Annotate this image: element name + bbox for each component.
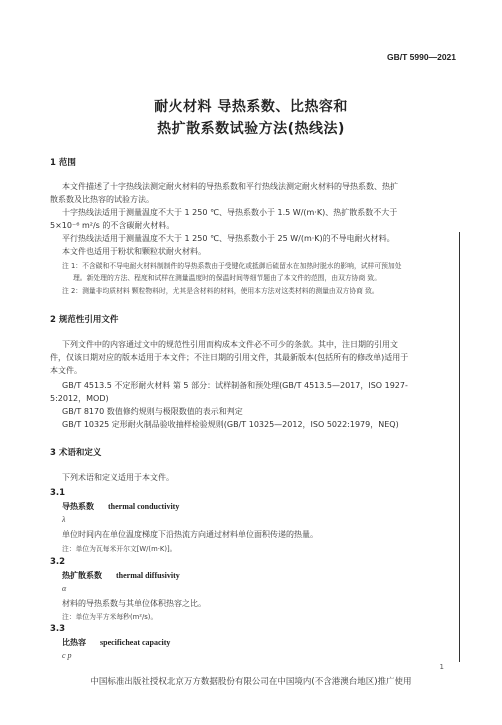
term-en: thermal conductivity: [108, 502, 180, 511]
note: 注：单位为平方米每秒(m²/s)。: [62, 613, 158, 621]
note: 注 2：测量非均质材料 颗粒物料时，尤其是含材料的材料，使用本方法对这类材料的测量由双方协商 致。: [62, 287, 379, 295]
term-number: 3.1: [50, 488, 66, 498]
paragraph: 本文件。: [50, 366, 82, 375]
note: 注 1：不含碳和不导电耐火材料制制件的导热系数由于受键化或抵御后硫留水在加热时脱水的影响，试样可预加处: [62, 262, 402, 270]
term-en: specificheat capacity: [100, 638, 171, 647]
footer-license-notice: 中国标准出版社授权北京万方数据股份有限公司在中国境内(不含港澳台地区)推广使用: [90, 677, 412, 687]
term: [62, 570, 180, 581]
term-zh: 导热系数: [62, 502, 94, 511]
term-en: thermal diffusivity: [116, 571, 180, 580]
paragraph: 5×10⁻⁶ m²/s 的不含碳耐火材料。: [50, 221, 175, 230]
term-number: 3.3: [50, 624, 66, 634]
note: 理。新处理的方法、程度和试样在测量温度时的保温时间等细节题由了本文件的范围，由双方协商 致。: [73, 274, 382, 282]
section-2-heading: 2 规范性引用文件: [50, 315, 119, 325]
term-definition: 单位时间内在单位温度梯度下沿热流方向通过材料单位面积传递的热量。: [62, 530, 318, 539]
paragraph: 十字热线法适用于测量温度不大于 1 250 ℃、导热系数小于 1.5 W/(m·K)、热扩散系数不大于: [62, 208, 398, 217]
section-3-heading: 3 术语和定义: [50, 448, 102, 458]
term: [62, 501, 179, 512]
term-zh: 比热容: [62, 638, 86, 647]
paragraph: 平行热线法适用于测量温度不大于 1 250 ℃、导热系数小于 25 W/(m·K)的不导电耐火材料。: [62, 234, 395, 243]
margin-change-bar: [459, 232, 460, 662]
note: 注：单位为瓦每米开尔文[W/(m·K)]。: [62, 545, 177, 553]
paragraph: 件，仅该日期对应的版本适用于本文件；不注日期的引用文件，其最新版本(包括所有的修改单)适用于: [50, 353, 409, 362]
reference: 5:2012，MOD): [50, 394, 109, 403]
term-symbol: α: [62, 584, 67, 593]
page-number: 1: [439, 663, 444, 671]
reference: GB/T 10325 定形耐火制品验收抽样检验规则(GB/T 10325—2012，ISO 5022:1979，NEQ): [62, 420, 399, 429]
paragraph: 下列文件中的内容通过文中的规范性引用而构成本文件必不可少的条款。其中，注日期的引用文: [62, 340, 398, 349]
term-symbol: λ: [62, 515, 66, 524]
term-zh: 热扩散系数: [62, 571, 102, 580]
paragraph: 本文件也适用于粉状和颗粒状耐火材料。: [62, 247, 206, 256]
paragraph: 本文件描述了十字热线法测定耐火材料的导热系数和平行热线法测定耐火材料的导热系数、热扩: [62, 182, 398, 191]
term-definition: 材料的导热系数与其单位体积热容之比。: [62, 599, 206, 608]
term-symbol: c p: [62, 651, 72, 660]
reference: GB/T 8170 数值修约规则与极限数值的表示和判定: [62, 407, 243, 416]
paragraph: 散系数及比热容的试验方法。: [50, 195, 154, 204]
term-number: 3.2: [50, 557, 66, 567]
document-title-line1: 耐火材料 导热系数、比热容和: [154, 99, 348, 115]
document-title-line2: 热扩散系数试验方法(热线法): [157, 121, 345, 137]
paragraph: 下列术语和定义适用于本文件。: [62, 473, 174, 482]
reference: GB/T 4513.5 不定形耐火材料 第 5 部分：试样制备和预处理(GB/T 4513.5—2017，ISO 1927-: [62, 381, 408, 390]
term: [62, 637, 170, 648]
section-1-heading: 1 范围: [50, 158, 76, 168]
standard-number: GB/T 5990—2021: [387, 52, 456, 62]
